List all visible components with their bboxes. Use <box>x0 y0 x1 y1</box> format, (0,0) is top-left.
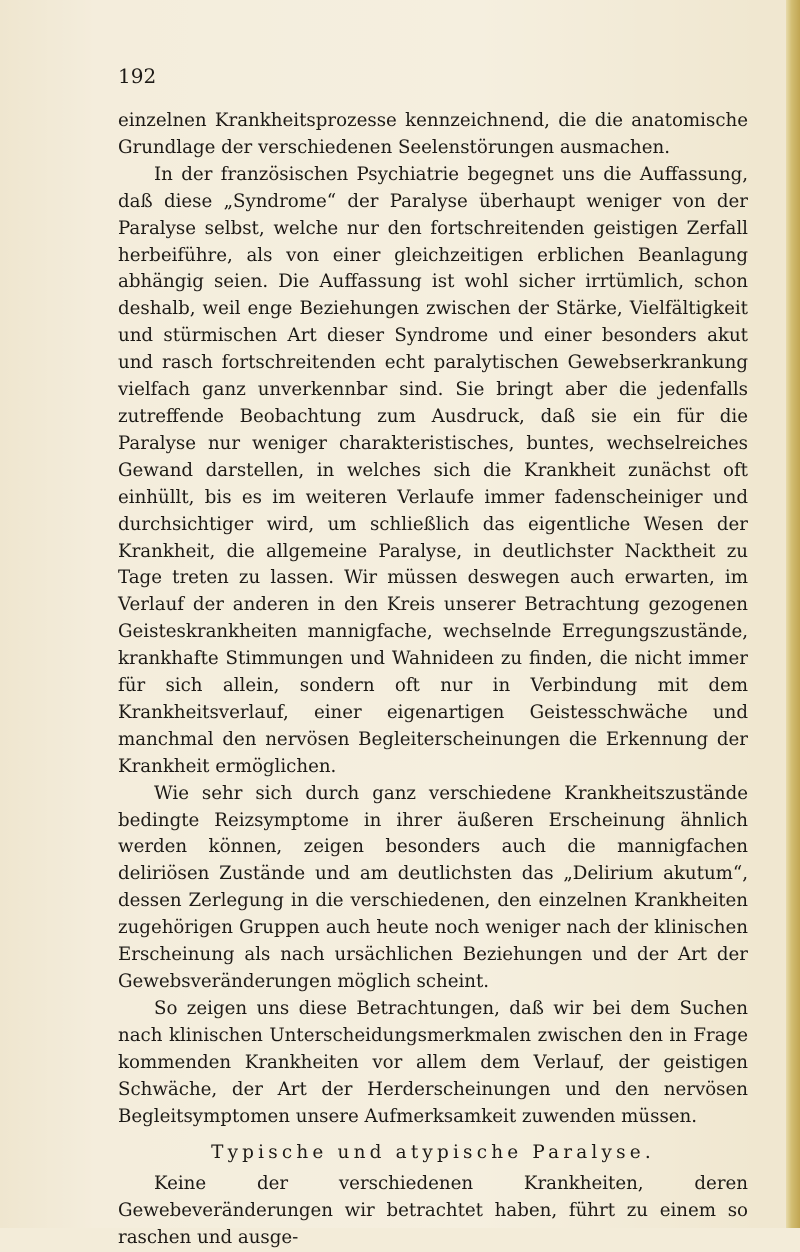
body-text <box>118 108 748 1252</box>
section-heading: Typische und atypische Paralyse. <box>211 1142 655 1164</box>
paragraph-conclusion: So zeigen uns diese Betrachtungen, daß wir bei dem Suchen nach klinischen Unterscheidungsmerkmalen zwischen den in Frage kommenden Krankheiten vor allem dem Verlauf, der geistigen Schwäche, der Art der Herderscheinungen und den nervösen Begleitsymptomen unsere Aufmerksamkeit zuwenden müssen. <box>118 997 748 1127</box>
paragraph-french-psychiatry: In der französischen Psychiatrie begegnet uns die Auffassung, daß diese „Syndrome“ der Paralyse überhaupt weniger von der Paralyse selbst, welche nur den fortschreitenden geistigen Zerfall herbeiführe, als von einer gleichzeitigen erblichen Beanlagung abhängig seien. Die Auffassung ist wohl sicher irrtümlich, schon deshalb, weil enge Beziehungen zwischen der Stärke, Vielfältigkeit und stürmischen Art dieser Syndrome und einer besonders akut und rasch fortschreitenden echt paralytischen Gewebserkrankung vielfach ganz unverkennbar sind. Sie bringt aber die jedenfalls zutreffende Beobachtung zum Ausdruck, daß sie ein für die Paralyse nur weniger charakteristisches, buntes, wechselreiches Gewand darstellen, in welches sich die Krankheit zunächst oft einhüllt, bis es im weiteren Verlaufe immer fadenscheiniger und durchsichtiger wird, um schließlich das eigentliche Wesen der Krankheit, die allgemeine Paralyse, in deutlichster Nacktheit zu Tage treten zu lassen. Wir müssen deswegen auch erwarten, im Verlauf der anderen in den Kreis unserer Betrachtung gezogenen Geisteskrankheiten mannigfache, wechselnde Erregungszustände, krankhafte Stimmungen und Wahnideen zu finden, die nicht immer für sich allein, sondern oft nur in Verbindung mit dem Krankheitsverlauf, einer eigenartigen Geistesschwäche und manchmal den nervösen Begleiterscheinungen die Erkennung der Krankheit ermöglichen. <box>118 163 748 777</box>
page-number: 192 <box>118 64 157 88</box>
paragraph-delirium: Wie sehr sich durch ganz verschiedene Krankheitszustände bedingte Reizsymptome in ihrer äußeren Erscheinung ähnlich werden können, zeigen besonders auch die mannigfachen deliriösen Zustände und am deutlichsten das „Delirium akutum“, dessen Zerlegung in die verschiedenen, den einzelnen Krankheiten zugehörigen Gruppen auch heute noch weniger nach der klinischen Erscheinung als nach ursächlichen Beziehungen und der Art der Gewebsveränderungen möglich scheint. <box>118 782 748 992</box>
paragraph-final: Keine der verschiedenen Krankheiten, deren Gewebeveränderungen wir betrachtet haben, führt zu einem so raschen und ausge- <box>118 1173 748 1249</box>
page-edge <box>786 0 800 1228</box>
paragraph-continuation: einzelnen Krankheitsprozesse kennzeichnend, die die anatomische Grundlage der verschiedenen Seelenstörungen ausmachen. <box>118 110 748 158</box>
